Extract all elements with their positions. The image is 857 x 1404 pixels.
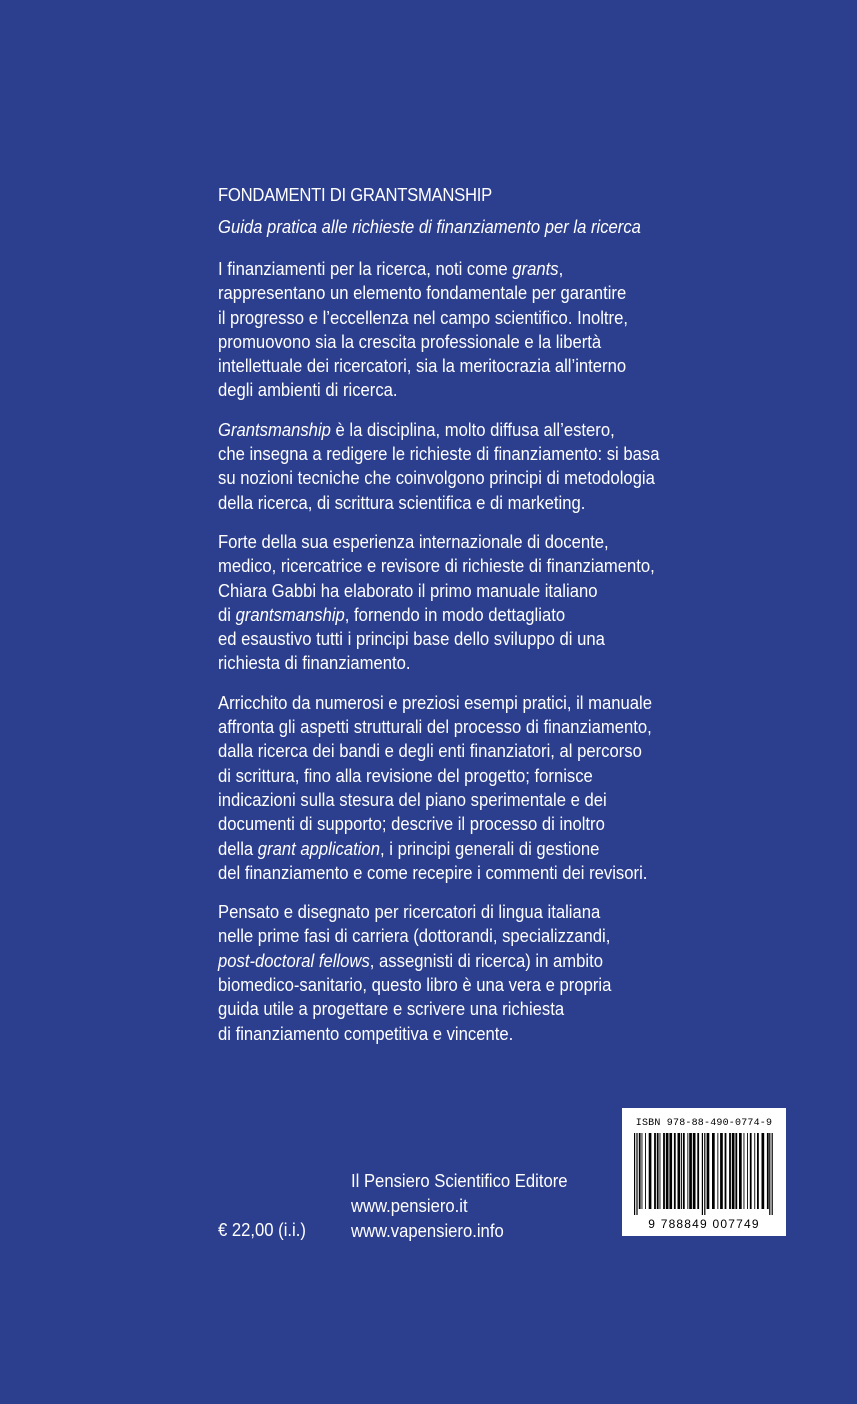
text-segment: promuovono sia la crescita professionale e la libertà (218, 330, 602, 352)
text-segment: medico, ricercatrice e revisore di richieste di finanziamento, (218, 555, 655, 577)
blurb-line (218, 306, 740, 330)
text-segment: nelle prime fasi di carriera (dottorandi, specializzandi, (218, 925, 611, 947)
blurb-line (218, 949, 740, 973)
text-segment: I finanziamenti per la ricerca, noti come (218, 258, 513, 279)
blurb-line (218, 418, 740, 442)
blurb-paragraph (218, 530, 740, 676)
text-segment: Pensato e disegnato per ricercatori di lingua italiana (218, 901, 601, 923)
publisher-name: Il Pensiero Scientifico Editore (351, 1170, 568, 1191)
blurb-paragraph (218, 257, 740, 403)
barcode-digits: 9 788849 007749 (648, 1217, 760, 1231)
text-segment: Arricchito da numerosi e preziosi esempi pratici, il manuale (218, 691, 653, 713)
blurb-paragraphs (218, 257, 798, 1046)
blurb-line (218, 715, 740, 739)
blurb-line (218, 491, 740, 515)
text-segment: che insegna a redigere le richieste di finanziamento: si basa (218, 443, 660, 465)
blurb-paragraph (218, 418, 740, 515)
text-segment: indicazioni sulla stesura del piano sperimentale e dei (218, 788, 607, 810)
publisher-website: www.pensiero.it (351, 1195, 468, 1216)
text-segment: , assegnisti di ricerca) in ambito (369, 949, 603, 971)
blurb-line (218, 691, 740, 715)
blurb-line (218, 812, 740, 836)
text-segment: dalla ricerca dei bandi e degli enti finanziatori, al percorso (218, 740, 642, 762)
blurb-line (218, 924, 740, 948)
blurb-line (218, 603, 740, 627)
text-segment: guida utile a progettare e scrivere una richiesta (218, 998, 565, 1020)
blurb-line (218, 651, 740, 675)
isbn-barcode (622, 1108, 786, 1236)
blurb-line (218, 530, 740, 554)
italic-term: grantsmanship (235, 603, 345, 625)
blurb-line (218, 554, 740, 578)
blurb-line (218, 378, 740, 402)
text-segment: Forte della sua esperienza internazionale di docente, (218, 530, 609, 552)
italic-term: grants (512, 258, 559, 279)
blurb-line (218, 442, 740, 466)
price: € 22,00 (i.i.) (218, 1219, 306, 1240)
blurb-line (218, 257, 740, 281)
text-segment: è la disciplina, molto diffusa all’estero, (330, 418, 615, 440)
text-segment: degli ambienti di ricerca. (218, 379, 398, 401)
text-segment: richiesta di finanziamento. (218, 652, 411, 674)
text-segment: su nozioni tecniche che coinvolgono principi di metodologia (218, 467, 655, 489)
blurb-line (218, 837, 740, 861)
text-segment: della ricerca, di scrittura scientifica e di marketing. (218, 491, 586, 513)
text-segment: ed esaustivo tutti i principi base dello sviluppo di una (218, 628, 605, 650)
publisher-block (351, 1168, 568, 1243)
text-segment: il progresso e l’eccellenza nel campo scientifico. Inoltre, (218, 306, 628, 328)
blurb-line (218, 1022, 740, 1046)
blurb-line (218, 788, 740, 812)
text-segment: documenti di supporto; descrive il processo di inoltro (218, 813, 605, 835)
book-title: FONDAMENTI DI GRANTSMANSHIP (218, 184, 492, 205)
blurb-line (218, 354, 740, 378)
text-segment: di scrittura, fino alla revisione del progetto; fornisce (218, 764, 593, 786)
italic-term: post-doctoral fellows (218, 949, 370, 971)
blurb-paragraph (218, 691, 740, 885)
cover-text-block (218, 183, 798, 1061)
text-segment: Chiara Gabbi ha elaborato il primo manuale italiano (218, 579, 598, 601)
text-segment: di finanziamento competitiva e vincente. (218, 1022, 514, 1044)
blurb-line (218, 900, 740, 924)
blurb-line (218, 466, 740, 490)
text-segment: , i principi generali di gestione (380, 837, 600, 859)
blurb-line (218, 739, 740, 763)
blurb-line (218, 627, 740, 651)
barcode-bars (634, 1133, 774, 1215)
blurb-paragraph (218, 900, 740, 1046)
text-segment: rappresentano un elemento fondamentale per garantire (218, 282, 627, 304)
text-segment: del finanziamento e come recepire i commenti dei revisori. (218, 861, 648, 883)
blurb-line (218, 579, 740, 603)
blurb-line (218, 281, 740, 305)
text-segment: , fornendo in modo dettagliato (344, 603, 566, 625)
blurb-line (218, 997, 740, 1021)
blurb-line (218, 764, 740, 788)
publisher-website-secondary: www.vapensiero.info (351, 1220, 504, 1241)
text-segment: intellettuale dei ricercatori, sia la meritocrazia all’interno (218, 355, 627, 377)
isbn-label: ISBN 978-88-490-0774-9 (635, 1118, 773, 1129)
text-segment: , (558, 258, 564, 279)
blurb-line (218, 973, 740, 997)
blurb-line (218, 330, 740, 354)
text-segment: biomedico-sanitario, questo libro è una vera e propria (218, 974, 612, 996)
blurb-line (218, 861, 740, 885)
text-segment: affronta gli aspetti strutturali del processo di finanziamento, (218, 716, 652, 738)
text-segment: di (218, 603, 236, 625)
book-subtitle: Guida pratica alle richieste di finanziamento per la ricerca (218, 216, 641, 237)
text-segment: della (218, 837, 258, 859)
italic-term: Grantsmanship (218, 418, 331, 440)
italic-term: grant application (257, 837, 380, 859)
